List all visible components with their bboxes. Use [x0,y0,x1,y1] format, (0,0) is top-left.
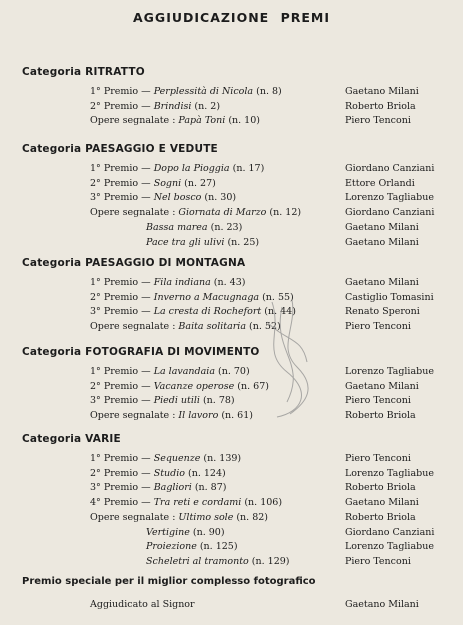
award-label: 1° Premio — [90,366,154,377]
award-label: Opere segnalate : [90,511,179,523]
award-entry [146,237,259,248]
award-label: 3° Premio — [90,395,154,407]
author-name: Gaetano Milani [345,236,419,248]
award-entry [146,556,290,567]
work-number: (n. 125) [196,541,238,553]
work-title: Nel bosco [153,192,202,204]
work-number: (n. 124) [184,467,226,479]
category-heading: Categoria VARIE [22,433,121,445]
work-title: Ultimo sole [178,511,234,523]
award-entry [90,395,235,406]
work-number: (n. 27) [181,177,216,189]
work-number: (n. 82) [233,511,269,523]
work-number: (n. 43) [210,277,246,288]
award-label: 2° Premio — [90,291,154,303]
work-title: Bagliori [153,482,192,494]
special-prize-author: Gaetano Milani [345,599,419,610]
work-title: Vacanze operose [153,380,235,392]
work-title: La lavandaia [153,366,215,377]
work-title: Inverno a Macugnaga [153,291,260,303]
author-name: Giordano Canziani [345,526,435,538]
special-prize-label: Aggiudicato al Signor [90,599,195,610]
work-number: (n. 55) [259,291,294,303]
award-entry [146,527,225,538]
award-entry [90,468,226,479]
author-name: Lorenzo Tagliabue [345,192,434,204]
work-number: (n. 61) [218,410,253,422]
award-label: 2° Premio — [90,380,154,392]
award-entry [90,292,294,303]
author-name: Gaetano Milani [345,86,419,97]
award-entry [90,453,241,464]
work-number: (n. 67) [234,380,269,392]
work-title: Baita solitaria [178,321,247,333]
author-name: Piero Tenconi [345,453,411,464]
work-title: Tra reti e cordami [153,497,242,509]
work-number: (n. 139) [200,453,242,464]
author-name: Castiglio Tomasini [345,291,434,303]
work-number: (n. 129) [248,555,290,567]
author-name: Lorenzo Tagliabue [345,467,434,479]
award-label: Opere segnalate : [90,115,179,127]
award-label: 1° Premio — [90,277,154,288]
award-label: 4° Premio — [90,497,154,509]
work-number: (n. 106) [241,497,283,509]
award-entry [90,86,282,97]
work-number: (n. 17) [229,163,265,174]
work-title: La cresta di Rochefort [153,306,262,318]
author-name: Giordano Canziani [345,163,435,174]
award-entry [90,321,281,332]
work-title: Pace tra gli ulivi [146,236,225,248]
award-label: 3° Premio — [90,306,154,318]
page-title: AGGIUDICAZIONE PREMI [133,10,330,25]
author-name: Roberto Briola [345,482,416,494]
work-number: (n. 87) [191,482,227,494]
award-label: 2° Premio — [90,467,154,479]
work-title: Perplessità di Nicola [153,86,254,97]
work-title: Proiezione [146,541,197,553]
award-label: 1° Premio — [90,163,154,174]
award-label: Opere segnalate : [90,321,179,333]
special-prize-heading: Premio speciale per il miglior complesso fotografico [22,576,316,587]
author-name: Renato Speroni [345,306,420,318]
work-number: (n. 8) [253,86,282,97]
work-title: Vertigine [146,526,190,538]
author-name: Lorenzo Tagliabue [345,366,434,377]
work-title: Dopo la Pioggia [153,163,230,174]
author-name: Gaetano Milani [345,380,419,392]
award-entry [90,277,245,288]
author-name: Ettore Orlandi [345,177,415,189]
author-name: Piero Tenconi [345,555,411,567]
author-name: Piero Tenconi [345,395,411,407]
work-title: Piedi utili [153,395,200,407]
author-name: Piero Tenconi [345,115,411,127]
author-name: Lorenzo Tagliabue [345,541,434,553]
award-label: 2° Premio — [90,177,154,189]
work-title: Studio [153,467,185,479]
award-label: Opere segnalate : [90,410,179,422]
award-entry [90,381,269,392]
work-title: Sequenze [153,453,201,464]
work-title: Scheletri al tramonto [146,555,249,567]
author-name: Gaetano Milani [345,221,419,233]
work-title: Il lavoro [178,410,219,422]
work-number: (n. 70) [214,366,250,377]
award-entry [90,366,250,377]
award-entry [90,410,253,421]
author-name: Piero Tenconi [345,321,411,333]
award-entry [90,192,236,203]
award-entry [90,101,220,112]
award-label: 3° Premio — [90,192,154,204]
award-label: 1° Premio — [90,86,154,97]
work-title: Papà Toni [178,115,226,127]
award-entry [90,306,296,317]
work-number: (n. 23) [207,221,243,233]
work-number: (n. 25) [224,236,260,248]
award-entry [90,207,301,218]
award-label: 3° Premio — [90,482,154,494]
work-number: (n. 12) [266,207,302,219]
award-label: 1° Premio — [90,453,154,464]
award-entry [146,222,242,233]
work-number: (n. 90) [189,526,225,538]
author-name: Gaetano Milani [345,497,419,509]
work-number: (n. 78) [199,395,235,407]
work-title: Giornata di Marzo [178,207,267,219]
author-name: Roberto Briola [345,410,416,422]
work-title: Sogni [153,177,182,189]
author-name: Roberto Briola [345,511,416,523]
award-entry [90,163,264,174]
award-entry [90,512,268,523]
award-entry [90,115,260,126]
work-title: Fila indiana [153,277,211,288]
award-entry [90,497,282,508]
award-entry [90,482,226,493]
award-entry [90,178,216,189]
author-name: Gaetano Milani [345,277,419,288]
work-number: (n. 10) [225,115,260,127]
author-name: Roberto Briola [345,100,416,112]
work-title: Bassa marea [146,221,208,233]
author-name: Giordano Canziani [345,207,435,219]
work-number: (n. 52) [246,321,281,333]
category-heading: Categoria PAESAGGIO DI MONTAGNA [22,257,246,269]
work-number: (n. 44) [261,306,296,318]
category-heading: Categoria PAESAGGIO E VEDUTE [22,143,218,155]
award-entry [146,541,238,552]
category-heading: Categoria RITRATTO [22,66,145,78]
work-number: (n. 2) [191,100,221,112]
work-number: (n. 30) [201,192,237,204]
award-label: 2° Premio — [90,100,154,112]
category-heading: Categoria FOTOGRAFIA DI MOVIMENTO [22,346,260,358]
award-label: Opere segnalate : [90,207,179,219]
work-title: Brindisi [153,100,192,112]
